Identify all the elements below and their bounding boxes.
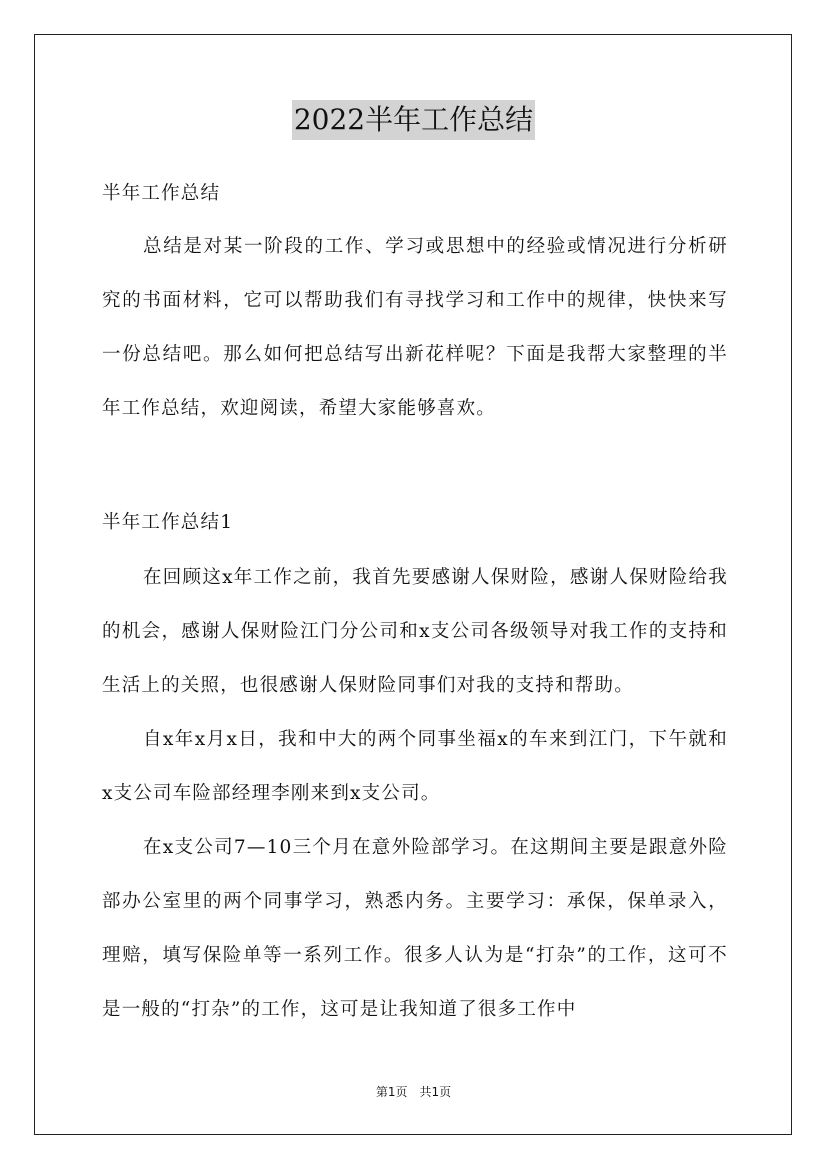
intro-heading: 半年工作总结	[102, 183, 221, 204]
section-gap	[102, 436, 728, 505]
body-paragraph: 在回顾这x年工作之前，我首先要感谢人保财险，感谢人保财险给我的机会，感谢人保财险江门分公司和x支公司各级领导对我工作的支持和生活上的关照，也很感谢人保财险同事们对我的支持和帮助。	[102, 567, 728, 696]
page-footer: 第1页 共1页	[375, 1085, 452, 1099]
document-title: 2022半年工作总结	[292, 100, 535, 140]
document-body	[102, 176, 728, 1037]
title-wrap	[0, 100, 827, 140]
body-paragraph: 在x支公司7—10三个月在意外险部学习。在这期间主要是跟意外险部办公室里的两个同事学习，熟悉内务。主要学习：承保，保单录入，理赔，填写保险单等一系列工作。很多人认为是“打杂”的工作，这可不是一般的“打杂”的工作，这可是让我知道了很多工作中	[102, 837, 728, 1020]
section-heading: 半年工作总结1	[102, 512, 234, 533]
body-paragraph: 自x年x月x日，我和中大的两个同事坐福x的车来到江门，下午就和x支公司车险部经理李刚来到x支公司。	[102, 729, 728, 804]
intro-paragraph: 总结是对某一阶段的工作、学习或思想中的经验或情况进行分析研究的书面材料，它可以帮助我们有寻找学习和工作中的规律，快快来写一份总结吧。那么如何把总结写出新花样呢？下面是我帮大家整理的半年工作总结，欢迎阅读，希望大家能够喜欢。	[102, 236, 728, 419]
